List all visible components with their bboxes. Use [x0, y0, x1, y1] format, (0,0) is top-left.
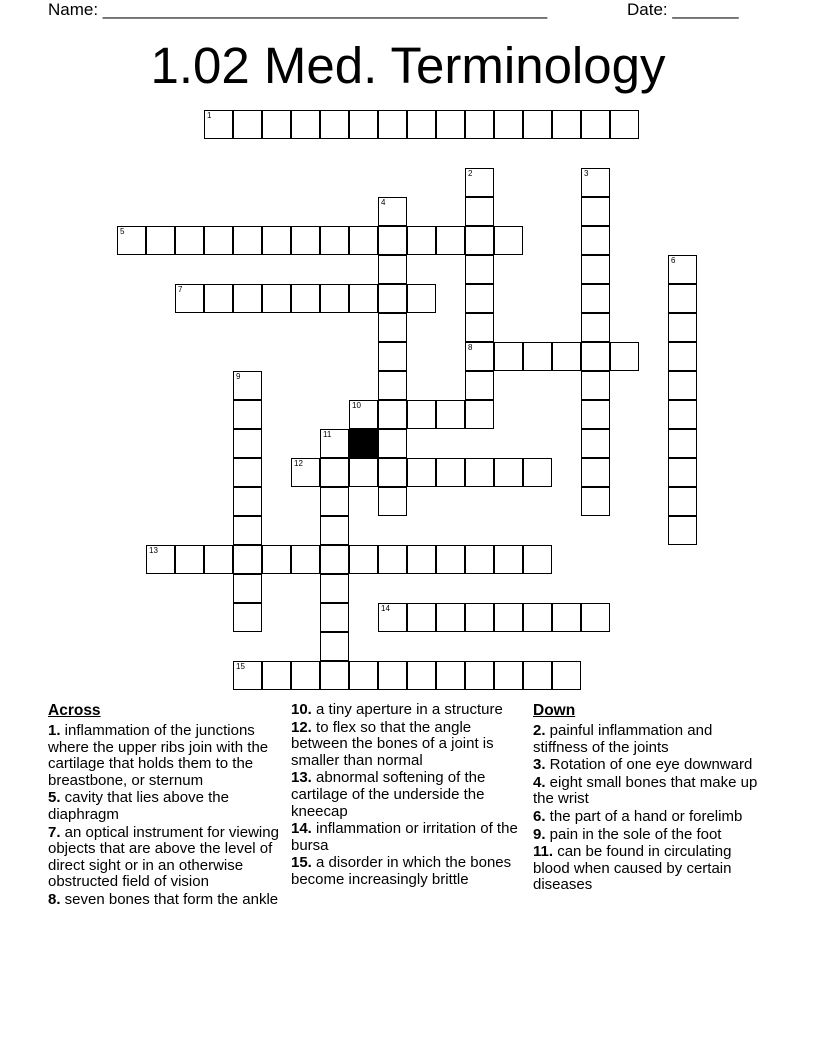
- clue-across-12: [291, 720, 527, 770]
- grid-cell[interactable]: [175, 545, 204, 574]
- grid-cell[interactable]: [320, 516, 349, 545]
- clue-number: 14.: [291, 820, 312, 838]
- grid-cell[interactable]: [523, 110, 552, 139]
- across-clues-continued: [291, 702, 527, 890]
- clue-number: 11.: [533, 843, 554, 861]
- clue-across-8: [48, 892, 284, 909]
- clue-down-2: [533, 723, 768, 756]
- cell-number: 13: [149, 546, 158, 555]
- grid-cell[interactable]: [494, 661, 523, 690]
- grid-cell[interactable]: [233, 603, 262, 632]
- grid-cell[interactable]: [581, 371, 610, 400]
- grid-cell[interactable]: [523, 458, 552, 487]
- grid-cell[interactable]: [378, 255, 407, 284]
- grid-cell[interactable]: [436, 400, 465, 429]
- grid-cell[interactable]: [581, 400, 610, 429]
- cell-number: 4: [381, 198, 386, 207]
- clue-text: painful inflammation and stiffness of the joints: [533, 722, 713, 756]
- grid-cell[interactable]: [378, 284, 407, 313]
- grid-cell[interactable]: [465, 661, 494, 690]
- grid-cell[interactable]: [407, 226, 436, 255]
- grid-cell[interactable]: [349, 400, 378, 429]
- grid-cell[interactable]: [146, 545, 175, 574]
- grid-cell[interactable]: [262, 661, 291, 690]
- grid-cell[interactable]: [581, 197, 610, 226]
- grid-cell[interactable]: [494, 545, 523, 574]
- grid-cell[interactable]: [320, 284, 349, 313]
- cell-number: 6: [671, 256, 676, 265]
- across-heading: Across: [48, 702, 101, 719]
- grid-cell[interactable]: [233, 458, 262, 487]
- cell-number: 12: [294, 459, 303, 468]
- grid-cell[interactable]: [494, 342, 523, 371]
- clue-down-6: [533, 809, 768, 826]
- grid-cell[interactable]: [175, 226, 204, 255]
- clue-text: abnormal softening of the cartilage of the underside the kneecap: [291, 769, 486, 820]
- grid-cell[interactable]: [436, 226, 465, 255]
- grid-cell[interactable]: [349, 226, 378, 255]
- grid-cell[interactable]: [407, 110, 436, 139]
- grid-cell[interactable]: [320, 661, 349, 690]
- grid-cell[interactable]: [378, 661, 407, 690]
- clue-text: Rotation of one eye downward: [545, 756, 753, 774]
- grid-cell[interactable]: [378, 110, 407, 139]
- clue-number: 1.: [48, 722, 61, 739]
- grid-cell[interactable]: [552, 342, 581, 371]
- grid-cell[interactable]: [407, 603, 436, 632]
- grid-cell[interactable]: [581, 458, 610, 487]
- clue-number: 13.: [291, 769, 312, 787]
- grid-cell[interactable]: [523, 603, 552, 632]
- down-heading: Down: [533, 702, 576, 719]
- grid-cell[interactable]: [291, 545, 320, 574]
- grid-cell[interactable]: [552, 110, 581, 139]
- grid-cell[interactable]: [610, 110, 639, 139]
- clue-text: can be found in circulating blood when caused by certain diseases: [533, 843, 732, 894]
- clue-text: inflammation or irritation of the bursa: [291, 820, 518, 854]
- grid-cell[interactable]: [668, 516, 697, 545]
- grid-cell[interactable]: [610, 342, 639, 371]
- cell-number: 8: [468, 343, 473, 352]
- grid-cell[interactable]: [465, 197, 494, 226]
- grid-cell[interactable]: [523, 545, 552, 574]
- grid-cell[interactable]: [494, 603, 523, 632]
- grid-cell[interactable]: [668, 284, 697, 313]
- clue-text: a tiny aperture in a structure: [311, 701, 503, 718]
- grid-cell[interactable]: [465, 284, 494, 313]
- grid-cell[interactable]: [291, 110, 320, 139]
- page-title: 1.02 Med. Terminology: [150, 37, 666, 94]
- grid-cell[interactable]: [465, 110, 494, 139]
- down-clues: [533, 702, 768, 895]
- grid-cell[interactable]: [668, 429, 697, 458]
- cell-number: 15: [236, 662, 245, 671]
- grid-cell[interactable]: [291, 458, 320, 487]
- cell-number: 10: [352, 401, 361, 410]
- grid-cell[interactable]: [407, 458, 436, 487]
- across-clues: [48, 702, 284, 910]
- grid-cell[interactable]: [146, 226, 175, 255]
- grid-cell[interactable]: [262, 226, 291, 255]
- grid-cell[interactable]: [668, 371, 697, 400]
- grid-cell[interactable]: [378, 603, 407, 632]
- grid-cell[interactable]: [233, 400, 262, 429]
- clue-text: seven bones that form the ankle: [60, 890, 279, 908]
- clue-number: 3.: [533, 756, 546, 774]
- grid-cell[interactable]: [378, 313, 407, 342]
- grid-cell[interactable]: [465, 371, 494, 400]
- clue-down-11: [533, 844, 768, 894]
- grid-cell[interactable]: [204, 226, 233, 255]
- grid-cell[interactable]: [465, 313, 494, 342]
- clue-number: 6.: [533, 807, 546, 825]
- clue-text: an optical instrument for viewing objects that are above the level of direct sight or in an otherwise obstructed field of vision: [48, 823, 279, 891]
- grid-cell[interactable]: [407, 661, 436, 690]
- grid-cell[interactable]: [494, 458, 523, 487]
- grid-cell[interactable]: [291, 661, 320, 690]
- grid-cell[interactable]: [465, 458, 494, 487]
- grid-cell[interactable]: [233, 371, 262, 400]
- clue-across-14: [291, 821, 527, 854]
- clue-across-1: [48, 723, 284, 789]
- grid-cell[interactable]: [349, 661, 378, 690]
- grid-cell[interactable]: [465, 342, 494, 371]
- grid-cell[interactable]: [523, 342, 552, 371]
- grid-cell[interactable]: [465, 400, 494, 429]
- clue-across-15: [291, 855, 527, 888]
- clue-number: 2.: [533, 722, 546, 739]
- grid-cell[interactable]: [204, 284, 233, 313]
- grid-cell[interactable]: [581, 487, 610, 516]
- grid-cell[interactable]: [552, 661, 581, 690]
- cell-number: 11: [323, 430, 332, 439]
- clue-text: a disorder in which the bones become increasingly brittle: [291, 854, 512, 888]
- grid-cell[interactable]: [581, 110, 610, 139]
- grid-cell[interactable]: [494, 226, 523, 255]
- clue-number: 4.: [533, 773, 546, 791]
- grid-cell[interactable]: [436, 110, 465, 139]
- grid-cell[interactable]: [320, 603, 349, 632]
- cell-number: 2: [468, 169, 473, 178]
- grid-cell[interactable]: [378, 342, 407, 371]
- clue-text: to flex so that the angle between the bones of a joint is smaller than normal: [291, 718, 494, 769]
- grid-cell[interactable]: [233, 284, 262, 313]
- clue-number: 5.: [48, 789, 61, 807]
- grid-cell[interactable]: [668, 487, 697, 516]
- cell-number: 14: [381, 604, 390, 613]
- grid-cell[interactable]: [436, 545, 465, 574]
- grid-cell[interactable]: [465, 168, 494, 197]
- grid-cell[interactable]: [407, 545, 436, 574]
- cell-number: 7: [178, 285, 183, 294]
- grid-cell[interactable]: [175, 284, 204, 313]
- clue-text: eight small bones that make up the wrist: [533, 773, 758, 808]
- grid-cell[interactable]: [378, 545, 407, 574]
- black-cell: [349, 429, 378, 458]
- grid-cell[interactable]: [262, 284, 291, 313]
- grid-cell[interactable]: [436, 603, 465, 632]
- clue-number: 7.: [48, 823, 61, 841]
- grid-cell[interactable]: [378, 429, 407, 458]
- grid-cell[interactable]: [436, 458, 465, 487]
- grid-cell[interactable]: [378, 458, 407, 487]
- grid-cell[interactable]: [233, 574, 262, 603]
- grid-cell[interactable]: [378, 197, 407, 226]
- clue-across-10: [291, 702, 527, 719]
- date-field[interactable]: Date: _______: [627, 0, 739, 19]
- grid-cell[interactable]: [407, 400, 436, 429]
- clue-text: the part of a hand or forelimb: [545, 807, 743, 825]
- cell-number: 1: [207, 111, 212, 120]
- cell-number: 5: [120, 227, 125, 236]
- grid-cell[interactable]: [668, 342, 697, 371]
- grid-cell[interactable]: [668, 400, 697, 429]
- grid-cell[interactable]: [581, 168, 610, 197]
- grid-cell[interactable]: [320, 632, 349, 661]
- grid-cell[interactable]: [581, 603, 610, 632]
- grid-cell[interactable]: [407, 284, 436, 313]
- grid-cell[interactable]: [320, 226, 349, 255]
- grid-cell[interactable]: [204, 110, 233, 139]
- grid-cell[interactable]: [436, 661, 465, 690]
- grid-cell[interactable]: [320, 545, 349, 574]
- grid-cell[interactable]: [262, 110, 291, 139]
- grid-cell[interactable]: [581, 255, 610, 284]
- grid-cell[interactable]: [668, 255, 697, 284]
- grid-cell[interactable]: [552, 603, 581, 632]
- grid-cell[interactable]: [581, 313, 610, 342]
- grid-cell[interactable]: [378, 371, 407, 400]
- clue-number: 10.: [291, 701, 312, 718]
- grid-cell[interactable]: [378, 226, 407, 255]
- clue-text: cavity that lies above the diaphragm: [48, 789, 229, 823]
- clue-down-9: [533, 827, 768, 844]
- grid-cell[interactable]: [465, 226, 494, 255]
- clue-across-7: [48, 825, 284, 891]
- grid-cell[interactable]: [291, 226, 320, 255]
- clue-number: 15.: [291, 854, 312, 872]
- clue-text: inflammation of the junctions where the upper ribs join with the cartilage that holds them to the breastbone, or sternum: [48, 722, 269, 789]
- grid-cell[interactable]: [233, 487, 262, 516]
- clue-across-5: [48, 790, 284, 823]
- grid-cell[interactable]: [378, 487, 407, 516]
- clue-number: 12.: [291, 718, 312, 736]
- grid-cell[interactable]: [233, 226, 262, 255]
- clue-number: 9.: [533, 825, 546, 843]
- grid-cell[interactable]: [233, 661, 262, 690]
- clue-down-4: [533, 775, 768, 808]
- grid-cell[interactable]: [349, 284, 378, 313]
- grid-cell[interactable]: [523, 661, 552, 690]
- grid-cell[interactable]: [668, 313, 697, 342]
- grid-cell[interactable]: [668, 458, 697, 487]
- grid-cell[interactable]: [581, 342, 610, 371]
- clue-down-3: [533, 757, 768, 774]
- grid-cell[interactable]: [494, 110, 523, 139]
- grid-cell[interactable]: [233, 545, 262, 574]
- clue-across-13: [291, 770, 527, 820]
- name-field[interactable]: Name: _______________________________________________: [48, 0, 548, 19]
- grid-cell[interactable]: [320, 574, 349, 603]
- grid-cell[interactable]: [465, 603, 494, 632]
- grid-cell[interactable]: [349, 110, 378, 139]
- grid-cell[interactable]: [581, 429, 610, 458]
- grid-cell[interactable]: [262, 545, 291, 574]
- grid-cell[interactable]: [320, 110, 349, 139]
- grid-cell[interactable]: [233, 110, 262, 139]
- cell-number: 9: [236, 372, 241, 381]
- grid-cell[interactable]: [320, 487, 349, 516]
- grid-cell[interactable]: [465, 545, 494, 574]
- clue-number: 8.: [48, 890, 61, 908]
- grid-cell[interactable]: [320, 429, 349, 458]
- grid-cell[interactable]: [581, 226, 610, 255]
- grid-cell[interactable]: [291, 284, 320, 313]
- grid-cell[interactable]: [233, 429, 262, 458]
- grid-cell[interactable]: [117, 226, 146, 255]
- grid-cell[interactable]: [320, 458, 349, 487]
- grid-cell[interactable]: [465, 255, 494, 284]
- grid-cell[interactable]: [233, 516, 262, 545]
- grid-cell[interactable]: [349, 545, 378, 574]
- clue-text: pain in the sole of the foot: [545, 825, 722, 843]
- grid-cell[interactable]: [378, 400, 407, 429]
- grid-cell[interactable]: [349, 458, 378, 487]
- grid-cell[interactable]: [581, 284, 610, 313]
- grid-cell[interactable]: [204, 545, 233, 574]
- cell-number: 3: [584, 169, 589, 178]
